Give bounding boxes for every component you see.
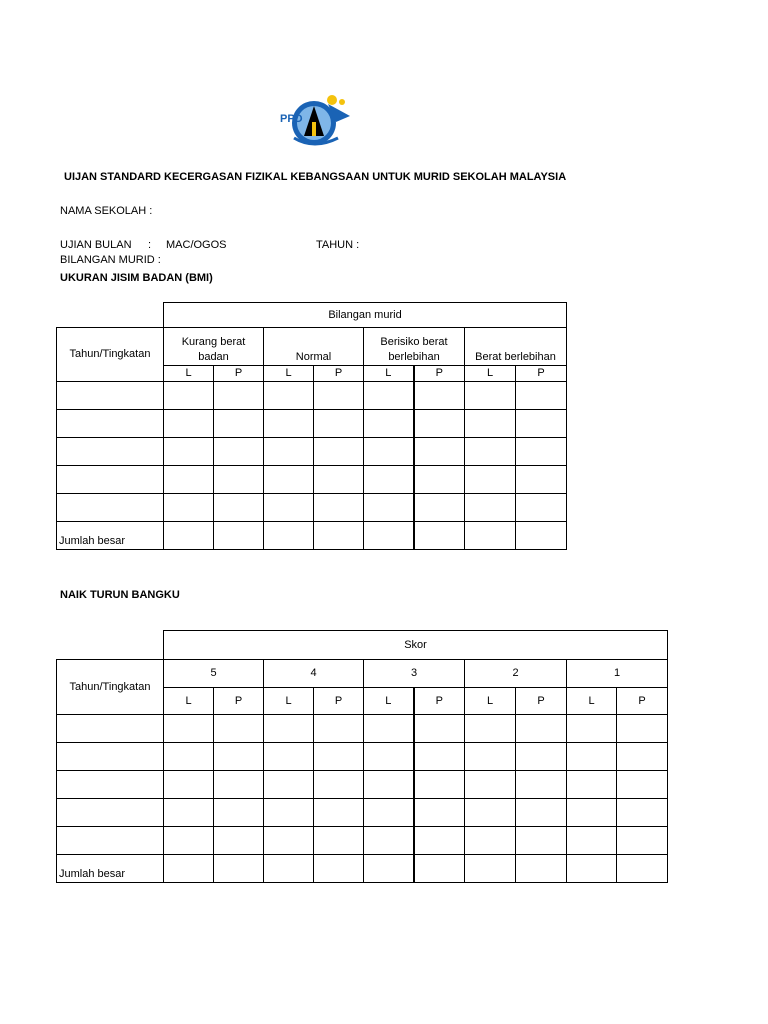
score-header-4: 4 (264, 660, 364, 688)
bmi-category-4 (465, 328, 567, 366)
sub-header-p: P (414, 688, 465, 715)
score-header-2: 2 (465, 660, 567, 688)
sub-header-l: L (164, 366, 214, 382)
table-row (57, 494, 567, 522)
logo-text: PPD (280, 113, 303, 125)
bmi-category-1-line1: Kurang berat (181, 336, 246, 348)
bmi-table (56, 302, 567, 550)
table-row (57, 771, 668, 799)
sub-header-p: P (214, 688, 264, 715)
score-header-5: 5 (164, 660, 264, 688)
step-test-group-header: Skor (164, 631, 668, 660)
table-row (57, 382, 567, 410)
sub-header-p: P (516, 366, 567, 382)
table-row-total (57, 522, 567, 550)
sub-header-l: L (465, 366, 516, 382)
sub-header-l: L (164, 688, 214, 715)
ppd-logo-icon (276, 92, 362, 152)
blank-corner (57, 631, 164, 660)
step-test-total-label: Jumlah besar (57, 855, 164, 883)
page-title: UIJAN STANDARD KECERGASAN FIZIKAL KEBANGSAAN UNTUK MURID SEKOLAH MALAYSIA (64, 171, 567, 183)
step-test-section-title: NAIK TURUN BANGKU (60, 589, 180, 601)
sub-header-p: P (314, 688, 364, 715)
sub-header-p: P (314, 366, 364, 382)
bmi-group-header: Bilangan murid (164, 303, 567, 328)
test-month-value: MAC/OGOS (166, 239, 227, 251)
sub-header-l: L (364, 366, 414, 382)
table-row (57, 799, 668, 827)
table-row (57, 438, 567, 466)
year-label: TAHUN : (316, 239, 360, 251)
bmi-category-1-line2: badan (198, 351, 229, 363)
step-test-table (56, 630, 668, 883)
score-header-3: 3 (364, 660, 465, 688)
sub-header-p: P (617, 688, 668, 715)
table-row-total (57, 855, 668, 883)
bmi-section-title: UKURAN JISIM BADAN (BMI) (60, 272, 213, 284)
bmi-category-4-line2: Berat berlebihan (475, 351, 556, 363)
sub-header-l: L (364, 688, 414, 715)
table-row (57, 466, 567, 494)
bmi-category-3-line2: berlebihan (388, 351, 440, 363)
sub-header-l: L (567, 688, 617, 715)
bmi-category-2-line2: Normal (295, 351, 332, 363)
sub-header-p: P (414, 366, 465, 382)
sub-header-p: P (214, 366, 264, 382)
bmi-category-3-line1: Berisiko berat (380, 336, 448, 348)
sub-header-l: L (264, 688, 314, 715)
test-month-separator: : (148, 239, 152, 251)
test-month-label: UJIAN BULAN (60, 239, 132, 251)
school-name-label: NAMA SEKOLAH : (60, 205, 153, 217)
score-header-1: 1 (567, 660, 668, 688)
sub-header-p: P (516, 688, 567, 715)
blank-corner (57, 303, 164, 328)
student-count-label: BILANGAN MURID : (60, 254, 161, 266)
table-row (57, 410, 567, 438)
sub-header-l: L (465, 688, 516, 715)
bmi-row-header: Tahun/Tingkatan (57, 328, 164, 382)
bmi-category-3 (364, 328, 465, 366)
table-row (57, 715, 668, 743)
bmi-category-2 (264, 328, 364, 366)
bmi-total-label: Jumlah besar (57, 522, 164, 550)
sub-header-l: L (264, 366, 314, 382)
bmi-category-1 (164, 328, 264, 366)
step-test-row-header: Tahun/Tingkatan (57, 660, 164, 715)
table-row (57, 743, 668, 771)
table-row (57, 827, 668, 855)
